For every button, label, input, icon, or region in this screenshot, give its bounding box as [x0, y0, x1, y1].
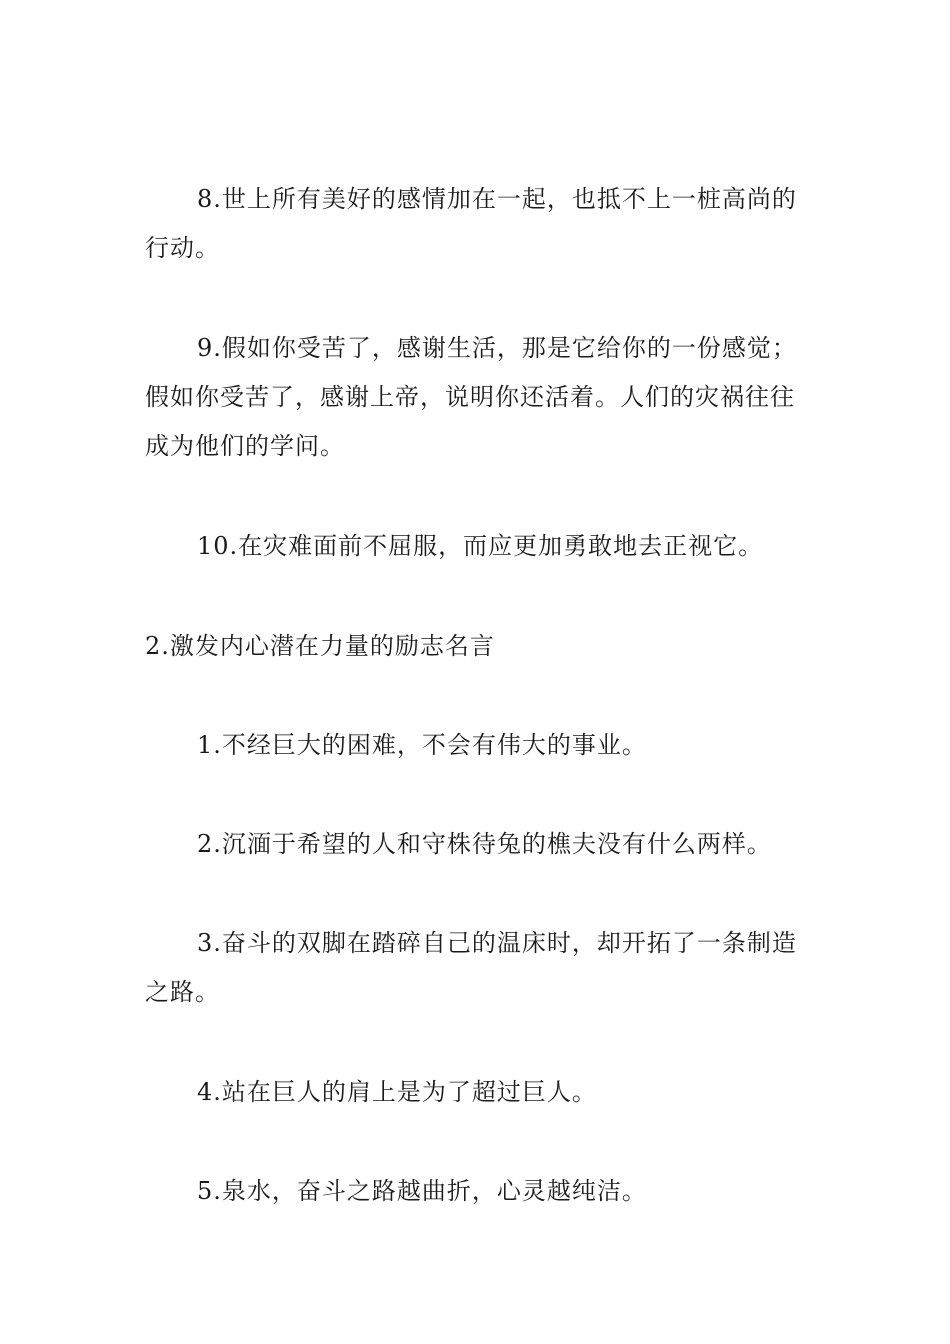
section-heading: 2.激发内心潜在力量的励志名言 [145, 632, 495, 660]
quote-paragraph-9: 9.假如你受苦了，感谢生活，那是它给你的一份感觉；假如你受苦了，感谢上帝，说明你还活着。人们的灾祸往往成为他们的学问。 [145, 334, 797, 460]
section-quote-3: 3.奋斗的双脚在踏碎自己的温床时，却开拓了一条制造之路。 [145, 929, 797, 1006]
quote-paragraph-10: 10.在灾难面前不屈服，而应更加勇敢地去正视它。 [197, 532, 764, 560]
section-quote-5: 5.泉水，奋斗之路越曲折，心灵越纯洁。 [197, 1177, 647, 1205]
section-quote-1: 1.不经巨大的困难，不会有伟大的事业。 [197, 731, 647, 759]
section-quote-2: 2.沉湎于希望的人和守株待兔的樵夫没有什么两样。 [197, 830, 772, 858]
section-quote-4: 4.站在巨人的肩上是为了超过巨人。 [197, 1078, 597, 1106]
quote-paragraph-8: 8.世上所有美好的感情加在一起，也抵不上一桩高尚的行动。 [145, 185, 797, 262]
